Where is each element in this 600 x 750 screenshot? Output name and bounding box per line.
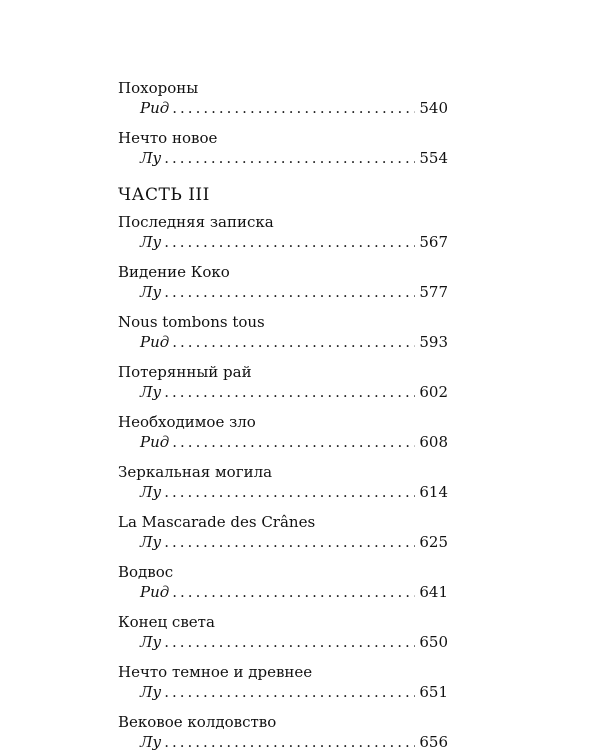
entry-line — [118, 482, 448, 502]
entry-title: Похороны — [118, 79, 199, 97]
entry-page-number: 656 — [419, 733, 448, 750]
entry-page-number: 641 — [419, 583, 448, 601]
toc-entry — [118, 412, 448, 452]
entry-line — [118, 432, 448, 452]
entry-line — [118, 148, 448, 168]
table-of-contents — [118, 78, 448, 750]
dot-leader — [164, 682, 415, 702]
entry-author: Лу — [140, 383, 162, 401]
entry-title: Водвос — [118, 563, 174, 581]
entry-title: Видение Коко — [118, 263, 230, 281]
toc-entry — [118, 562, 448, 602]
entry-page-number: 625 — [419, 533, 448, 551]
entry-title: Вековое колдовство — [118, 713, 277, 731]
entry-page-number: 650 — [419, 633, 448, 651]
entry-line — [118, 632, 448, 652]
entry-title: Nous tombons tous — [118, 313, 265, 331]
entry-author: Лу — [140, 283, 162, 301]
part-heading: ЧАСТЬ III — [118, 185, 210, 205]
entry-page-number: 593 — [419, 333, 448, 351]
entry-title: Потерянный рай — [118, 363, 252, 381]
dot-leader — [172, 98, 415, 118]
entry-author: Лу — [140, 233, 162, 251]
entry-author: Лу — [140, 149, 162, 167]
entry-page-number: 602 — [419, 383, 448, 401]
entry-page-number: 614 — [419, 483, 448, 501]
entry-author: Лу — [140, 533, 162, 551]
dot-leader — [172, 332, 415, 352]
toc-entry — [118, 512, 448, 552]
dot-leader — [172, 582, 415, 602]
entry-title: Нечто новое — [118, 129, 218, 147]
toc-entry — [118, 362, 448, 402]
entry-author: Лу — [140, 483, 162, 501]
dot-leader — [164, 148, 415, 168]
dot-leader — [164, 232, 415, 252]
entry-line — [118, 332, 448, 352]
entry-line — [118, 382, 448, 402]
toc-entry — [118, 612, 448, 652]
toc-entry — [118, 212, 448, 252]
entry-page-number: 577 — [419, 283, 448, 301]
entry-title: Конец света — [118, 613, 215, 631]
entry-line — [118, 582, 448, 602]
entry-line — [118, 682, 448, 702]
toc-entry — [118, 312, 448, 352]
entry-title: La Mascarade des Crânes — [118, 513, 316, 531]
dot-leader — [164, 382, 415, 402]
dot-leader — [164, 482, 415, 502]
toc-entry — [118, 128, 448, 168]
toc-entry — [118, 662, 448, 702]
entry-title: Нечто темное и древнее — [118, 663, 313, 681]
entry-author: Рид — [140, 99, 170, 117]
toc-entry — [118, 712, 448, 750]
entry-title: Необходимое зло — [118, 413, 256, 431]
entry-title: Последняя записка — [118, 213, 274, 231]
entry-line — [118, 732, 448, 750]
entry-line — [118, 282, 448, 302]
entry-line — [118, 232, 448, 252]
entry-page-number: 651 — [419, 683, 448, 701]
entry-author: Рид — [140, 433, 170, 451]
entry-line — [118, 532, 448, 552]
dot-leader — [164, 732, 415, 750]
entry-author: Рид — [140, 583, 170, 601]
toc-entry — [118, 462, 448, 502]
entry-line — [118, 98, 448, 118]
entry-author: Лу — [140, 683, 162, 701]
toc-entry — [118, 262, 448, 302]
dot-leader — [172, 432, 415, 452]
entry-author: Рид — [140, 333, 170, 351]
entry-author: Лу — [140, 733, 162, 750]
toc-entry — [118, 78, 448, 118]
dot-leader — [164, 532, 415, 552]
entry-page-number: 554 — [419, 149, 448, 167]
dot-leader — [164, 632, 415, 652]
dot-leader — [164, 282, 415, 302]
entry-page-number: 540 — [419, 99, 448, 117]
entry-title: Зеркальная могила — [118, 463, 273, 481]
entry-page-number: 608 — [419, 433, 448, 451]
entry-author: Лу — [140, 633, 162, 651]
entry-page-number: 567 — [419, 233, 448, 251]
